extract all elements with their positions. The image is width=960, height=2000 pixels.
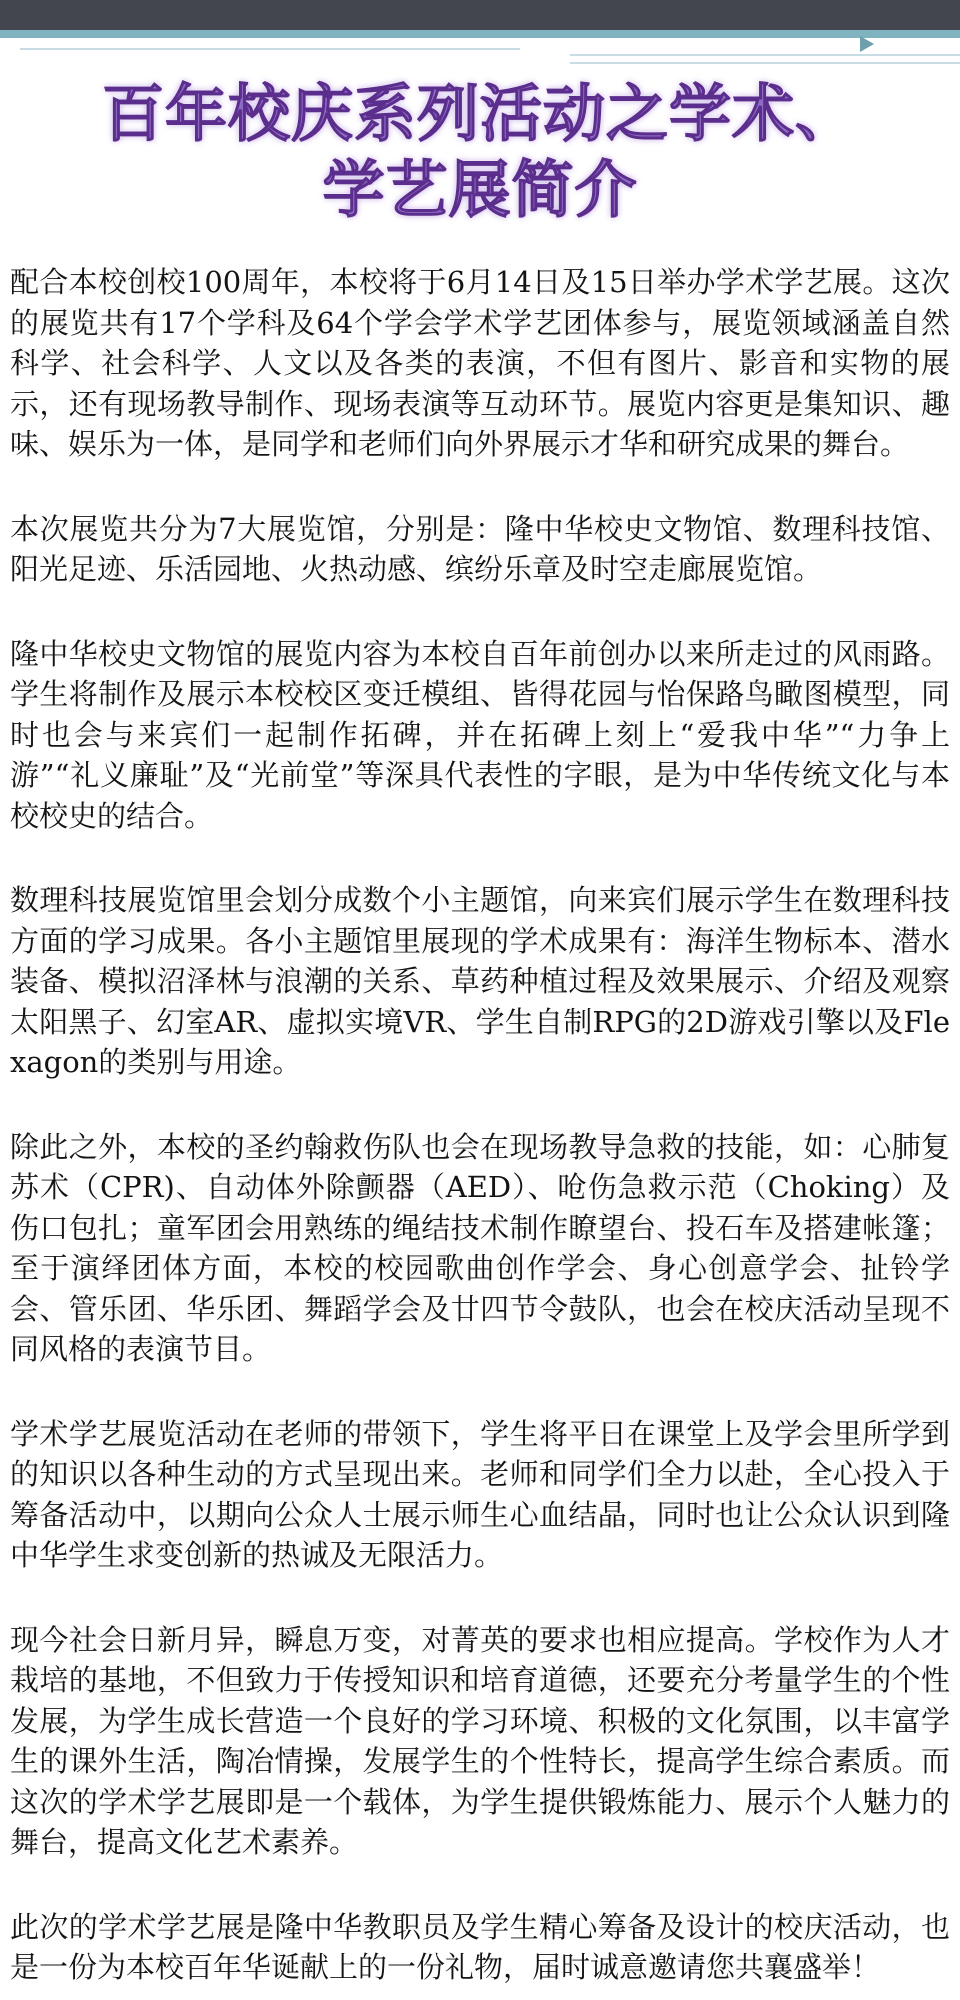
title-line-1: 百年校庆系列活动之学术、 — [101, 77, 858, 150]
paragraph-science-hall: 数理科技展览馆里会划分成数个小主题馆，向来宾们展示学生在数理科技方面的学习成果。各小主题馆里展现的学术成果有：海洋生物标本、潜水装备、模拟沼泽林与浪潮的关系、草药种植过程及效果展示、介绍及观察太阳黑子、幻室AR、虚拟实境VR、学生自制RPG的2D游戏引擎以及Flexagon的类别与用途。 — [10, 883, 950, 1079]
decorative-line — [20, 48, 520, 50]
top-banner — [0, 0, 960, 30]
paragraph-history-hall: 隆中华校史文物馆的展览内容为本校自百年前创办以来所走过的风雨路。学生将制作及展示本校校区变迁模组、皆得花园与怡保路鸟瞰图模型，同时也会与来宾们一起制作拓碑，并在拓碑上刻上“爱我中华”“力争上游”“礼义廉耻”及“光前堂”等深具代表性的字眼，是为中华传统文化与本校校史的结合。 — [10, 636, 950, 833]
banner-accent-stripe — [0, 30, 960, 38]
article-body — [10, 262, 950, 2000]
paragraph-exhibition-halls: 本次展览共分为7大展览馆，分别是：隆中华校史文物馆、数理科技馆、阳光足迹、乐活园地、火热动感、缤纷乐章及时空走廊展览馆。 — [10, 511, 950, 586]
page-title — [0, 76, 960, 228]
arrow-decoration-icon — [860, 36, 874, 52]
paragraph-intro: 配合本校创校100周年，本校将于6月14日及15日举办学术学艺展。这次的展览共有17个学科及64个学会学术学艺团体参与，展览领域涵盖自然科学、社会科学、人文以及各类的表演，不但有图片、影音和实物的展示，还有现场教导制作、现场表演等互动环节。展览内容更是集知识、趣味、娱乐为一体，是同学和老师们向外界展示才华和研究成果的舞台。 — [10, 265, 950, 461]
decorative-line — [570, 62, 960, 64]
title-line-2: 学艺展简介 — [322, 153, 638, 226]
paragraph-learning-showcase: 学术学艺展览活动在老师的带领下，学生将平日在课堂上及学会里所学到的知识以各种生动的方式呈现出来。老师和同学们全力以赴，全心投入于筹备活动中，以期向公众人士展示师生心血结晶，同时也让公众认识到隆中华学生求变创新的热诚及无限活力。 — [10, 1416, 950, 1572]
paragraph-education-purpose: 现今社会日新月异，瞬息万变，对菁英的要求也相应提高。学校作为人才栽培的基地，不但致力于传授知识和培育道德，还要充分考量学生的个性发展，为学生成长营造一个良好的学习环境、积极的文化氛围，以丰富学生的课外生活，陶冶情操，发展学生的个性特长，提高学生综合素质。而这次的学术学艺展即是一个载体，为学生提供锻炼能力、展示个人魅力的舞台，提高文化艺术素养。 — [10, 1622, 950, 1859]
paragraph-first-aid-and-performances: 除此之外，本校的圣约翰救伤队也会在现场教导急救的技能，如：心肺复苏术（CPR)、自动体外除颤器（AED）、呛伤急救示范（Choking）及伤口包扎；童军团会用熟练的绳结技术制作瞭望台、投石车及搭建帐篷；至于演绎团体方面，本校的校园歌曲创作学会、身心创意学会、扯铃学会、管乐团、华乐团、舞蹈学会及廿四节令鼓队，也会在校庆活动呈现不同风格的表演节目。 — [10, 1129, 950, 1366]
paragraph-invitation: 此次的学术学艺展是隆中华教职员及学生精心筹备及设计的校庆活动，也是一份为本校百年华诞献上的一份礼物，届时诚意邀请您共襄盛举！ — [10, 1909, 950, 1984]
decorative-line — [570, 54, 960, 56]
